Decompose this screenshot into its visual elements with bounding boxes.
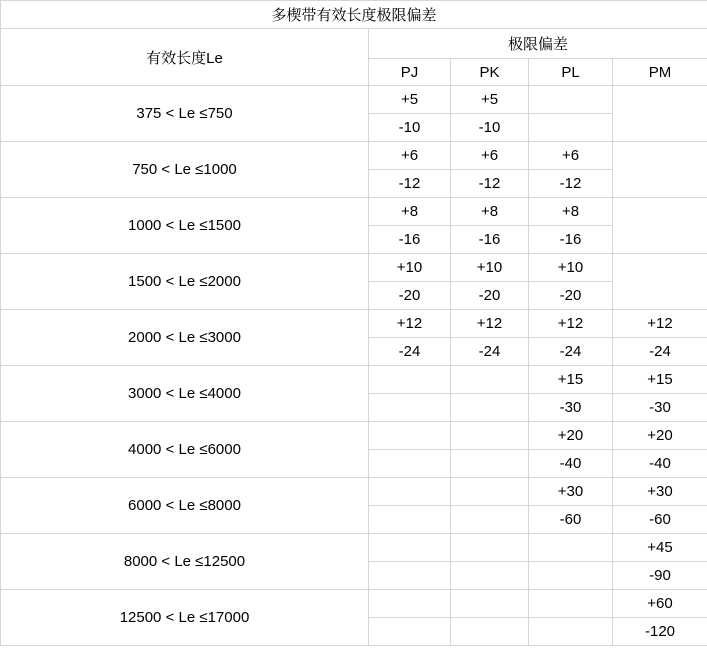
value-cell-pm-plus: +60	[613, 590, 707, 618]
value-cell-pj-minus	[369, 394, 451, 422]
effective-length-header: 有效长度Le	[1, 29, 369, 86]
range-cell: 1000 < Le ≤1500	[1, 198, 369, 254]
value-cell-pl-plus	[529, 534, 613, 562]
value-cell-pm-minus: -60	[613, 506, 707, 534]
value-cell-pj-minus: -16	[369, 226, 451, 254]
value-cell-pm-minus: -30	[613, 394, 707, 422]
value-cell-pm-minus: -40	[613, 450, 707, 478]
value-cell-pl-plus: +8	[529, 198, 613, 226]
value-cell-pl-minus	[529, 618, 613, 646]
table-row	[1, 310, 707, 338]
range-cell: 750 < Le ≤1000	[1, 142, 369, 198]
value-cell-pl-minus: -30	[529, 394, 613, 422]
value-cell-pk-minus	[451, 450, 529, 478]
value-cell-pl-plus: +20	[529, 422, 613, 450]
value-cell-pk-minus: -12	[451, 170, 529, 198]
range-cell: 1500 < Le ≤2000	[1, 254, 369, 310]
value-cell-pj-plus	[369, 478, 451, 506]
table-row	[1, 590, 707, 618]
value-cell-pk-minus	[451, 394, 529, 422]
value-cell-pk-minus: -24	[451, 338, 529, 366]
table-header-row	[1, 29, 707, 59]
value-cell-pk-minus	[451, 506, 529, 534]
value-cell-pl-plus	[529, 86, 613, 114]
value-cell-pj-plus: +12	[369, 310, 451, 338]
value-cell-pm-minus: -120	[613, 618, 707, 646]
value-cell-pj-plus: +8	[369, 198, 451, 226]
value-cell-pj-minus: -24	[369, 338, 451, 366]
value-cell-pk-plus: +12	[451, 310, 529, 338]
range-cell: 4000 < Le ≤6000	[1, 422, 369, 478]
value-cell-pj-plus: +10	[369, 254, 451, 282]
value-cell-pl-minus: -16	[529, 226, 613, 254]
value-cell-pk-plus	[451, 366, 529, 394]
value-cell-pl-plus: +15	[529, 366, 613, 394]
value-cell-pk-minus: -20	[451, 282, 529, 310]
value-cell-pm-plus: +20	[613, 422, 707, 450]
value-cell-pk-plus	[451, 478, 529, 506]
value-cell-pm-plus: +12	[613, 310, 707, 338]
value-cell-pk-plus: +10	[451, 254, 529, 282]
table-row	[1, 422, 707, 450]
value-cell-pj-minus: -12	[369, 170, 451, 198]
value-cell-pl-minus: -60	[529, 506, 613, 534]
empty-cell-pm	[613, 254, 707, 310]
value-cell-pk-plus: +6	[451, 142, 529, 170]
value-cell-pk-plus: +5	[451, 86, 529, 114]
range-cell: 3000 < Le ≤4000	[1, 366, 369, 422]
range-cell: 12500 < Le ≤17000	[1, 590, 369, 646]
value-cell-pm-plus: +45	[613, 534, 707, 562]
table-title-row	[1, 1, 707, 29]
table-row	[1, 478, 707, 506]
table-row	[1, 254, 707, 282]
value-cell-pl-minus: -12	[529, 170, 613, 198]
value-cell-pk-minus	[451, 562, 529, 590]
range-cell: 375 < Le ≤750	[1, 86, 369, 142]
value-cell-pl-plus: +12	[529, 310, 613, 338]
table-title: 多楔带有效长度极限偏差	[1, 1, 707, 29]
value-cell-pl-minus	[529, 114, 613, 142]
value-cell-pm-plus: +15	[613, 366, 707, 394]
value-cell-pj-plus	[369, 590, 451, 618]
range-cell: 2000 < Le ≤3000	[1, 310, 369, 366]
table-row	[1, 534, 707, 562]
value-cell-pj-minus	[369, 450, 451, 478]
value-cell-pl-minus: -20	[529, 282, 613, 310]
value-cell-pj-minus	[369, 506, 451, 534]
value-cell-pl-plus: +6	[529, 142, 613, 170]
value-cell-pj-plus	[369, 366, 451, 394]
table-row	[1, 198, 707, 226]
value-cell-pk-plus	[451, 422, 529, 450]
value-cell-pj-plus	[369, 534, 451, 562]
range-cell: 6000 < Le ≤8000	[1, 478, 369, 534]
empty-cell-pm	[613, 142, 707, 198]
table-row	[1, 142, 707, 170]
value-cell-pk-plus	[451, 534, 529, 562]
value-cell-pl-plus	[529, 590, 613, 618]
value-cell-pl-minus	[529, 562, 613, 590]
value-cell-pj-plus: +6	[369, 142, 451, 170]
col-header-pj: PJ	[369, 59, 451, 86]
col-header-pm: PM	[613, 59, 707, 86]
value-cell-pj-minus: -20	[369, 282, 451, 310]
col-header-pl: PL	[529, 59, 613, 86]
value-cell-pk-plus	[451, 590, 529, 618]
table-row	[1, 86, 707, 114]
range-cell: 8000 < Le ≤12500	[1, 534, 369, 590]
value-cell-pm-minus: -90	[613, 562, 707, 590]
value-cell-pj-minus	[369, 618, 451, 646]
value-cell-pl-minus: -24	[529, 338, 613, 366]
value-cell-pj-minus	[369, 562, 451, 590]
value-cell-pj-plus	[369, 422, 451, 450]
table-row	[1, 366, 707, 394]
value-cell-pk-minus	[451, 618, 529, 646]
value-cell-pm-minus: -24	[613, 338, 707, 366]
value-cell-pk-minus: -16	[451, 226, 529, 254]
value-cell-pk-plus: +8	[451, 198, 529, 226]
value-cell-pk-minus: -10	[451, 114, 529, 142]
value-cell-pl-plus: +30	[529, 478, 613, 506]
col-header-pk: PK	[451, 59, 529, 86]
empty-cell-pm	[613, 86, 707, 142]
empty-cell-pm	[613, 198, 707, 254]
value-cell-pj-minus: -10	[369, 114, 451, 142]
limit-deviation-group-header: 极限偏差	[369, 29, 707, 59]
value-cell-pm-plus: +30	[613, 478, 707, 506]
value-cell-pl-minus: -40	[529, 450, 613, 478]
value-cell-pj-plus: +5	[369, 86, 451, 114]
value-cell-pl-plus: +10	[529, 254, 613, 282]
